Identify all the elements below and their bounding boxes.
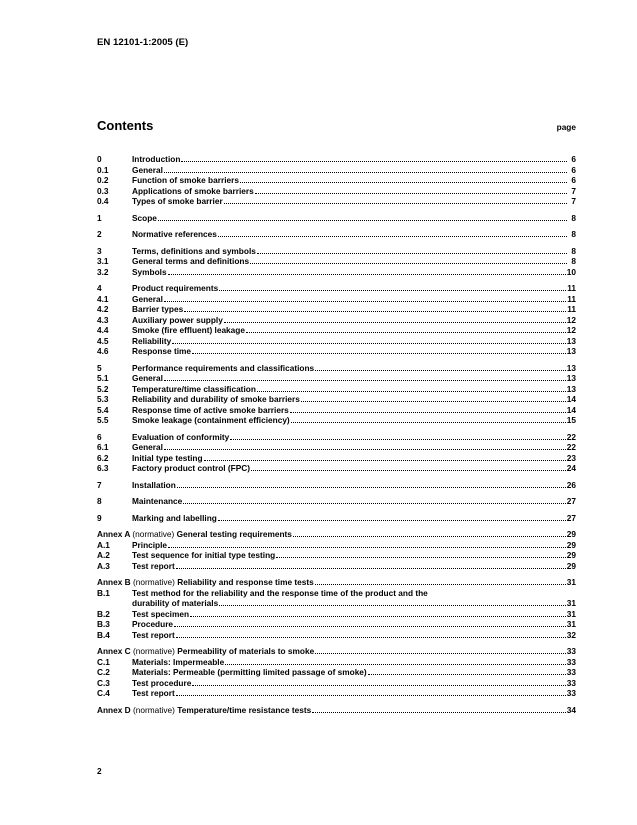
toc-entry-title-text: Test procedure (132, 677, 192, 688)
toc-entry[interactable] (97, 588, 576, 599)
toc-entry-title-text: Scope (132, 212, 157, 223)
toc-entry-title (132, 384, 256, 395)
dot-leader (246, 325, 566, 333)
toc-entry-number: A.1 (97, 539, 110, 550)
toc-entry[interactable] (97, 496, 576, 507)
dot-leader (164, 294, 566, 302)
toc-entry[interactable] (97, 315, 576, 326)
toc-entry[interactable] (97, 609, 576, 620)
toc-entry-number: 7 (97, 479, 102, 490)
toc-entry-title-text: General (132, 442, 163, 452)
toc-entry-title (132, 561, 175, 572)
toc-entry-page: 11 (567, 293, 576, 304)
dot-leader (224, 196, 567, 204)
toc-entry-title-text: Performance requirements and classifications (132, 362, 315, 373)
toc-entry-title (132, 283, 218, 294)
dot-leader (177, 480, 566, 488)
toc-entry-page: 31 (566, 619, 576, 629)
dot-leader (230, 432, 566, 440)
toc-entry-page: 12 (566, 314, 576, 325)
toc-entry-title-text: Response time of active smoke barriers (132, 404, 289, 415)
toc-entry-page: 14 (566, 394, 576, 404)
toc-entry-number: 3 (97, 245, 102, 256)
toc-entry-page: 11 (567, 283, 576, 293)
toc-entry-page: 13 (566, 383, 576, 394)
toc-entry[interactable] (97, 550, 576, 561)
dot-leader (218, 513, 566, 521)
toc-entry[interactable] (97, 432, 576, 443)
toc-entry-page: 15 (566, 415, 576, 425)
toc-entry[interactable] (97, 619, 576, 630)
annex-type: (normative) (132, 577, 175, 587)
toc-entry[interactable] (97, 453, 576, 464)
toc-entry[interactable] (97, 384, 576, 395)
toc-entry-title-text: Test method for the reliability and the response time of the product and the (132, 587, 428, 598)
toc-entry-number: 2 (97, 229, 102, 239)
toc-entry-page: 33 (566, 667, 576, 677)
toc-entry-title-text: Principle (132, 539, 168, 550)
toc-entry-title (132, 619, 173, 630)
dot-leader (293, 529, 566, 537)
dot-leader (181, 154, 567, 162)
toc-entry-number: C.4 (97, 688, 110, 698)
toc-entry-title (132, 165, 163, 176)
toc-entry-page: 7 (571, 196, 576, 206)
toc-entry-title (132, 246, 256, 257)
toc-entry[interactable] (97, 283, 576, 294)
dot-leader (291, 415, 566, 423)
toc-entry-title-text: General (132, 373, 163, 383)
toc-entry-title-text: Test specimen (132, 608, 190, 619)
annex-prefix: Annex C (97, 646, 131, 656)
toc-entry-page: 6 (571, 164, 576, 175)
dot-leader (315, 577, 566, 585)
toc-entry-title (132, 363, 314, 374)
toc-entry[interactable] (97, 405, 576, 416)
toc-entry-title (132, 657, 224, 668)
toc-entry-number: C.2 (97, 667, 110, 677)
dot-leader (164, 442, 566, 450)
dot-leader (176, 561, 566, 569)
annex-prefix: Annex B (97, 577, 131, 587)
toc-entry-page: 13 (566, 362, 576, 373)
dot-leader (224, 315, 566, 323)
toc-entry-title-text: General terms and definitions (132, 256, 250, 266)
toc-entry-title-text: Initial type testing (132, 452, 203, 463)
toc-entry-number: 4.1 (97, 293, 109, 304)
toc-entry[interactable] (97, 304, 576, 315)
dot-leader (174, 619, 566, 627)
toc-entry-title-text: Marking and labelling (132, 512, 217, 523)
toc-entry-number: 3.2 (97, 266, 109, 277)
toc-entry-title-text: Barrier types (132, 304, 184, 314)
dot-leader (225, 657, 566, 665)
annex-title-text: Reliability and response time tests (177, 577, 314, 587)
toc-entry-title (132, 453, 203, 464)
dot-leader (312, 705, 565, 713)
toc-entry-page: 33 (566, 656, 576, 667)
dot-leader (257, 246, 567, 254)
toc-entry[interactable] (97, 667, 576, 678)
toc-entry-page: 8 (571, 229, 576, 239)
annex-entry[interactable] (97, 705, 576, 716)
dot-leader (184, 304, 566, 312)
toc-entry-number: 3.1 (97, 256, 109, 266)
dot-leader (315, 646, 566, 654)
dot-leader (204, 453, 566, 461)
toc-entry-title (132, 256, 249, 267)
toc-entry[interactable] (97, 513, 576, 524)
toc-entry-title-text: Reliability and durability of smoke barriers (132, 394, 300, 404)
annex-title (97, 705, 311, 716)
toc-entry-page: 26 (566, 479, 576, 490)
toc-entry-number: 4.3 (97, 314, 109, 325)
toc-entry[interactable] (97, 336, 576, 347)
toc-entry-title-text: Response time (132, 346, 192, 356)
toc-entry-title-text: Evaluation of conformity (132, 431, 230, 442)
annex-title (97, 646, 314, 657)
toc-entry-title (132, 513, 217, 524)
annex-title (97, 529, 292, 540)
page-column-label: page (556, 122, 576, 132)
toc-entry[interactable] (97, 415, 576, 426)
toc-entry[interactable] (97, 175, 576, 186)
contents-title: Contents (97, 118, 154, 133)
toc-entry-page: 31 (566, 598, 576, 608)
toc-entry-page: 22 (566, 431, 576, 442)
toc-entry-title (132, 405, 289, 416)
toc-entry-page: 27 (566, 512, 576, 523)
toc-entry-number: 4 (97, 283, 102, 293)
annex-page: 33 (566, 646, 576, 656)
toc-entry-number: 6 (97, 431, 102, 442)
annex-title-text: General testing requirements (176, 529, 292, 539)
toc-entry-title (132, 304, 183, 315)
document-header: EN 12101-1:2005 (E) (97, 37, 189, 48)
dot-leader (251, 463, 566, 471)
toc-entry-title-text: Symbols (132, 266, 167, 277)
toc-entry-number: B.3 (97, 619, 110, 629)
toc-entry-page: 31 (566, 608, 576, 619)
toc-entry-number: C.3 (97, 677, 110, 688)
dot-leader (290, 405, 566, 413)
toc-entry[interactable] (97, 463, 576, 474)
toc-entry-page: 6 (571, 175, 576, 185)
toc-entry[interactable] (97, 154, 576, 165)
toc-entry-number: 6.2 (97, 452, 109, 463)
toc-entry-continuation[interactable] (97, 598, 576, 609)
dot-leader (183, 496, 566, 504)
dot-leader (192, 678, 565, 686)
toc-entry-title-text: Test sequence for initial type testing (132, 550, 276, 560)
toc-entry-number: 6.3 (97, 463, 109, 473)
toc-entry-page: 13 (566, 373, 576, 383)
dot-leader (315, 363, 566, 371)
dot-leader (250, 256, 567, 264)
toc-entry-number: B.4 (97, 629, 110, 640)
toc-entry-page: 29 (566, 539, 576, 550)
toc-entry[interactable] (97, 688, 576, 699)
toc-entry-title (132, 609, 189, 620)
toc-entry-page: 29 (566, 550, 576, 560)
toc-entry[interactable] (97, 540, 576, 551)
toc-entry-title (132, 463, 250, 474)
toc-entry-page: 33 (566, 688, 576, 698)
dot-leader (301, 394, 566, 402)
toc-entry-title (132, 688, 175, 699)
annex-type: (normative) (132, 704, 175, 715)
toc-entry-number: 5.5 (97, 415, 109, 425)
toc-entry-title-text: durability of materials (132, 598, 219, 608)
dot-leader (164, 373, 566, 381)
annex-title-text: Permeability of materials to smoke (177, 646, 315, 656)
toc-entry[interactable] (97, 246, 576, 257)
toc-entry-title (132, 667, 367, 678)
annex-page: 29 (566, 529, 576, 539)
toc-entry-title (132, 267, 167, 278)
dot-leader (192, 346, 566, 354)
toc-entry-number: B.2 (97, 608, 110, 619)
toc-entry-title (132, 196, 223, 207)
toc-entry-number: 4.5 (97, 335, 109, 346)
toc-entry-title (132, 154, 180, 165)
toc-entry-title-text: Applications of smoke barriers (132, 185, 254, 196)
toc-entry-title (132, 186, 254, 197)
toc-entry-page: 23 (566, 452, 576, 463)
toc-entry-title (132, 415, 290, 426)
dot-leader (219, 598, 566, 606)
toc-entry-title (132, 432, 229, 443)
dot-leader (276, 550, 566, 558)
footer-page-number: 2 (97, 766, 102, 776)
toc-entry-title-text: Function of smoke barriers (132, 175, 239, 185)
toc-entry[interactable] (97, 394, 576, 405)
toc-entry-number: A.3 (97, 560, 110, 571)
annex-entry[interactable] (97, 529, 576, 540)
toc-entry[interactable] (97, 657, 576, 668)
toc-entry-page: 32 (566, 629, 576, 640)
toc-entry-title-text: Product requirements (132, 283, 219, 293)
toc-entry-title-text: General (132, 293, 163, 304)
dot-leader (219, 283, 566, 291)
toc-entry-number: 0 (97, 154, 102, 164)
toc-entry-page: 29 (566, 560, 576, 571)
toc-entry-title (132, 346, 191, 357)
toc-entry-number: B.1 (97, 587, 110, 598)
dot-leader (190, 609, 566, 617)
toc-entry-page: 8 (571, 212, 576, 223)
annex-page: 31 (566, 577, 576, 587)
toc-entry-title (132, 550, 275, 561)
toc-entry-title (132, 678, 191, 689)
toc-entry-number: 0.2 (97, 175, 109, 185)
dot-leader (164, 165, 567, 173)
toc-entry[interactable] (97, 373, 576, 384)
toc-entry-page: 6 (571, 154, 576, 164)
toc-entry-title-text: Test report (132, 560, 175, 571)
toc-entry-number: 0.4 (97, 196, 109, 206)
toc-entry-title (132, 229, 217, 240)
annex-prefix: Annex A (97, 529, 131, 539)
annex-prefix: Annex D (97, 704, 131, 715)
toc-entry-title-text: Test report (132, 629, 175, 640)
dot-leader (255, 186, 567, 194)
toc-entry-title-text: Maintenance (132, 496, 183, 506)
toc-entry-page: 12 (566, 325, 576, 335)
toc-entry-title-text: Materials: Permeable (permitting limited passage of smoke) (132, 667, 367, 677)
toc-entry[interactable] (97, 165, 576, 176)
toc-entry-number: 0.3 (97, 185, 109, 196)
annex-page: 34 (566, 704, 576, 715)
toc-entry-page: 8 (571, 245, 576, 256)
toc-entry[interactable] (97, 186, 576, 197)
toc-entry[interactable] (97, 267, 576, 278)
annex-title (97, 577, 314, 588)
toc-entry-number: 1 (97, 212, 102, 223)
toc-entry-number: 5.3 (97, 394, 109, 404)
dot-leader (218, 229, 567, 237)
toc-entry[interactable] (97, 442, 576, 453)
toc-entry[interactable] (97, 325, 576, 336)
annex-type: (normative) (132, 646, 175, 656)
dot-leader (168, 540, 566, 548)
toc-entry[interactable] (97, 213, 576, 224)
toc-entry-title-text: Auxiliary power supply (132, 314, 223, 325)
toc-entry-number: 4.2 (97, 304, 109, 314)
toc-entry-number: 9 (97, 512, 102, 523)
toc-entry-number: 5.1 (97, 373, 109, 383)
dot-leader (368, 667, 566, 675)
annex-type: (normative) (132, 529, 175, 539)
toc-entry[interactable] (97, 346, 576, 357)
toc-entry-title-text: Smoke (fire effluent) leakage (132, 325, 245, 335)
table-of-contents (97, 154, 576, 715)
toc-entry-title-text: Installation (132, 479, 176, 490)
toc-entry-title-text: Introduction (132, 154, 181, 164)
toc-entry-number: 5.4 (97, 404, 109, 415)
toc-entry-title-text: Materials: Impermeable (132, 656, 225, 667)
toc-entry-title (132, 442, 163, 453)
toc-entry-title-text: Normative references (132, 229, 217, 239)
toc-entry-number: 4.6 (97, 346, 109, 356)
toc-entry-title (132, 175, 239, 186)
toc-entry-title (132, 394, 300, 405)
toc-entry-number: 6.1 (97, 442, 109, 452)
toc-entry-page: 27 (566, 496, 576, 506)
annex-entry[interactable] (97, 646, 576, 657)
toc-entry-number: A.2 (97, 550, 110, 560)
dot-leader (168, 267, 566, 275)
toc-entry-title (132, 540, 167, 551)
toc-entry-number: 4.4 (97, 325, 109, 335)
toc-entry-page: 7 (571, 185, 576, 196)
toc-entry[interactable] (97, 678, 576, 689)
toc-entry-title-text: Temperature/time classification (132, 383, 256, 394)
toc-entry-title-text: Test report (132, 688, 175, 698)
toc-entry[interactable] (97, 561, 576, 572)
toc-entry-page: 33 (566, 677, 576, 688)
toc-entry[interactable] (97, 229, 576, 240)
toc-entry-title (132, 294, 163, 305)
toc-entry-title (132, 336, 171, 347)
dot-leader (172, 336, 566, 344)
annex-title-text: Temperature/time resistance tests (177, 704, 312, 715)
toc-entry-title-text: Factory product control (FPC) (132, 463, 250, 473)
toc-entry-title-text: General (132, 164, 163, 175)
dot-leader (176, 688, 566, 696)
toc-entry-title (132, 325, 245, 336)
toc-entry-number: 0.1 (97, 164, 109, 175)
toc-entry-page: 8 (571, 256, 576, 266)
toc-entry[interactable] (97, 256, 576, 267)
dot-leader (257, 384, 566, 392)
toc-entry-title-text: Procedure (132, 619, 174, 629)
toc-entry-number: C.1 (97, 656, 110, 667)
toc-entry-title (132, 213, 157, 224)
toc-entry[interactable] (97, 630, 576, 641)
toc-entry-title (132, 496, 182, 507)
toc-entry-page: 10 (566, 266, 576, 277)
toc-entry-title (132, 373, 163, 384)
toc-entry-page: 13 (566, 335, 576, 346)
toc-entry-page: 24 (566, 463, 576, 473)
toc-entry-page: 22 (566, 442, 576, 452)
toc-entry-title-text: Terms, definitions and symbols (132, 245, 256, 256)
toc-entry-title (132, 630, 175, 641)
toc-entry-page: 13 (566, 346, 576, 356)
toc-entry-title (132, 315, 223, 326)
toc-entry[interactable] (97, 196, 576, 207)
toc-entry-title-text: Types of smoke barrier (132, 196, 223, 206)
dot-leader (176, 630, 566, 638)
dot-leader (240, 175, 567, 183)
toc-entry-title (132, 480, 176, 491)
toc-entry[interactable] (97, 480, 576, 491)
toc-entry-number: 5 (97, 362, 102, 373)
toc-entry[interactable] (97, 363, 576, 374)
annex-entry[interactable] (97, 577, 576, 588)
toc-entry-title-text: Reliability (132, 335, 172, 346)
dot-leader (158, 213, 567, 221)
toc-entry-title-text: Smoke leakage (containment efficiency) (132, 415, 290, 425)
toc-entry-number: 5.2 (97, 383, 109, 394)
toc-entry[interactable] (97, 294, 576, 305)
toc-entry-page: 11 (567, 304, 576, 314)
toc-entry-number: 8 (97, 496, 102, 506)
toc-entry-page: 14 (566, 404, 576, 415)
